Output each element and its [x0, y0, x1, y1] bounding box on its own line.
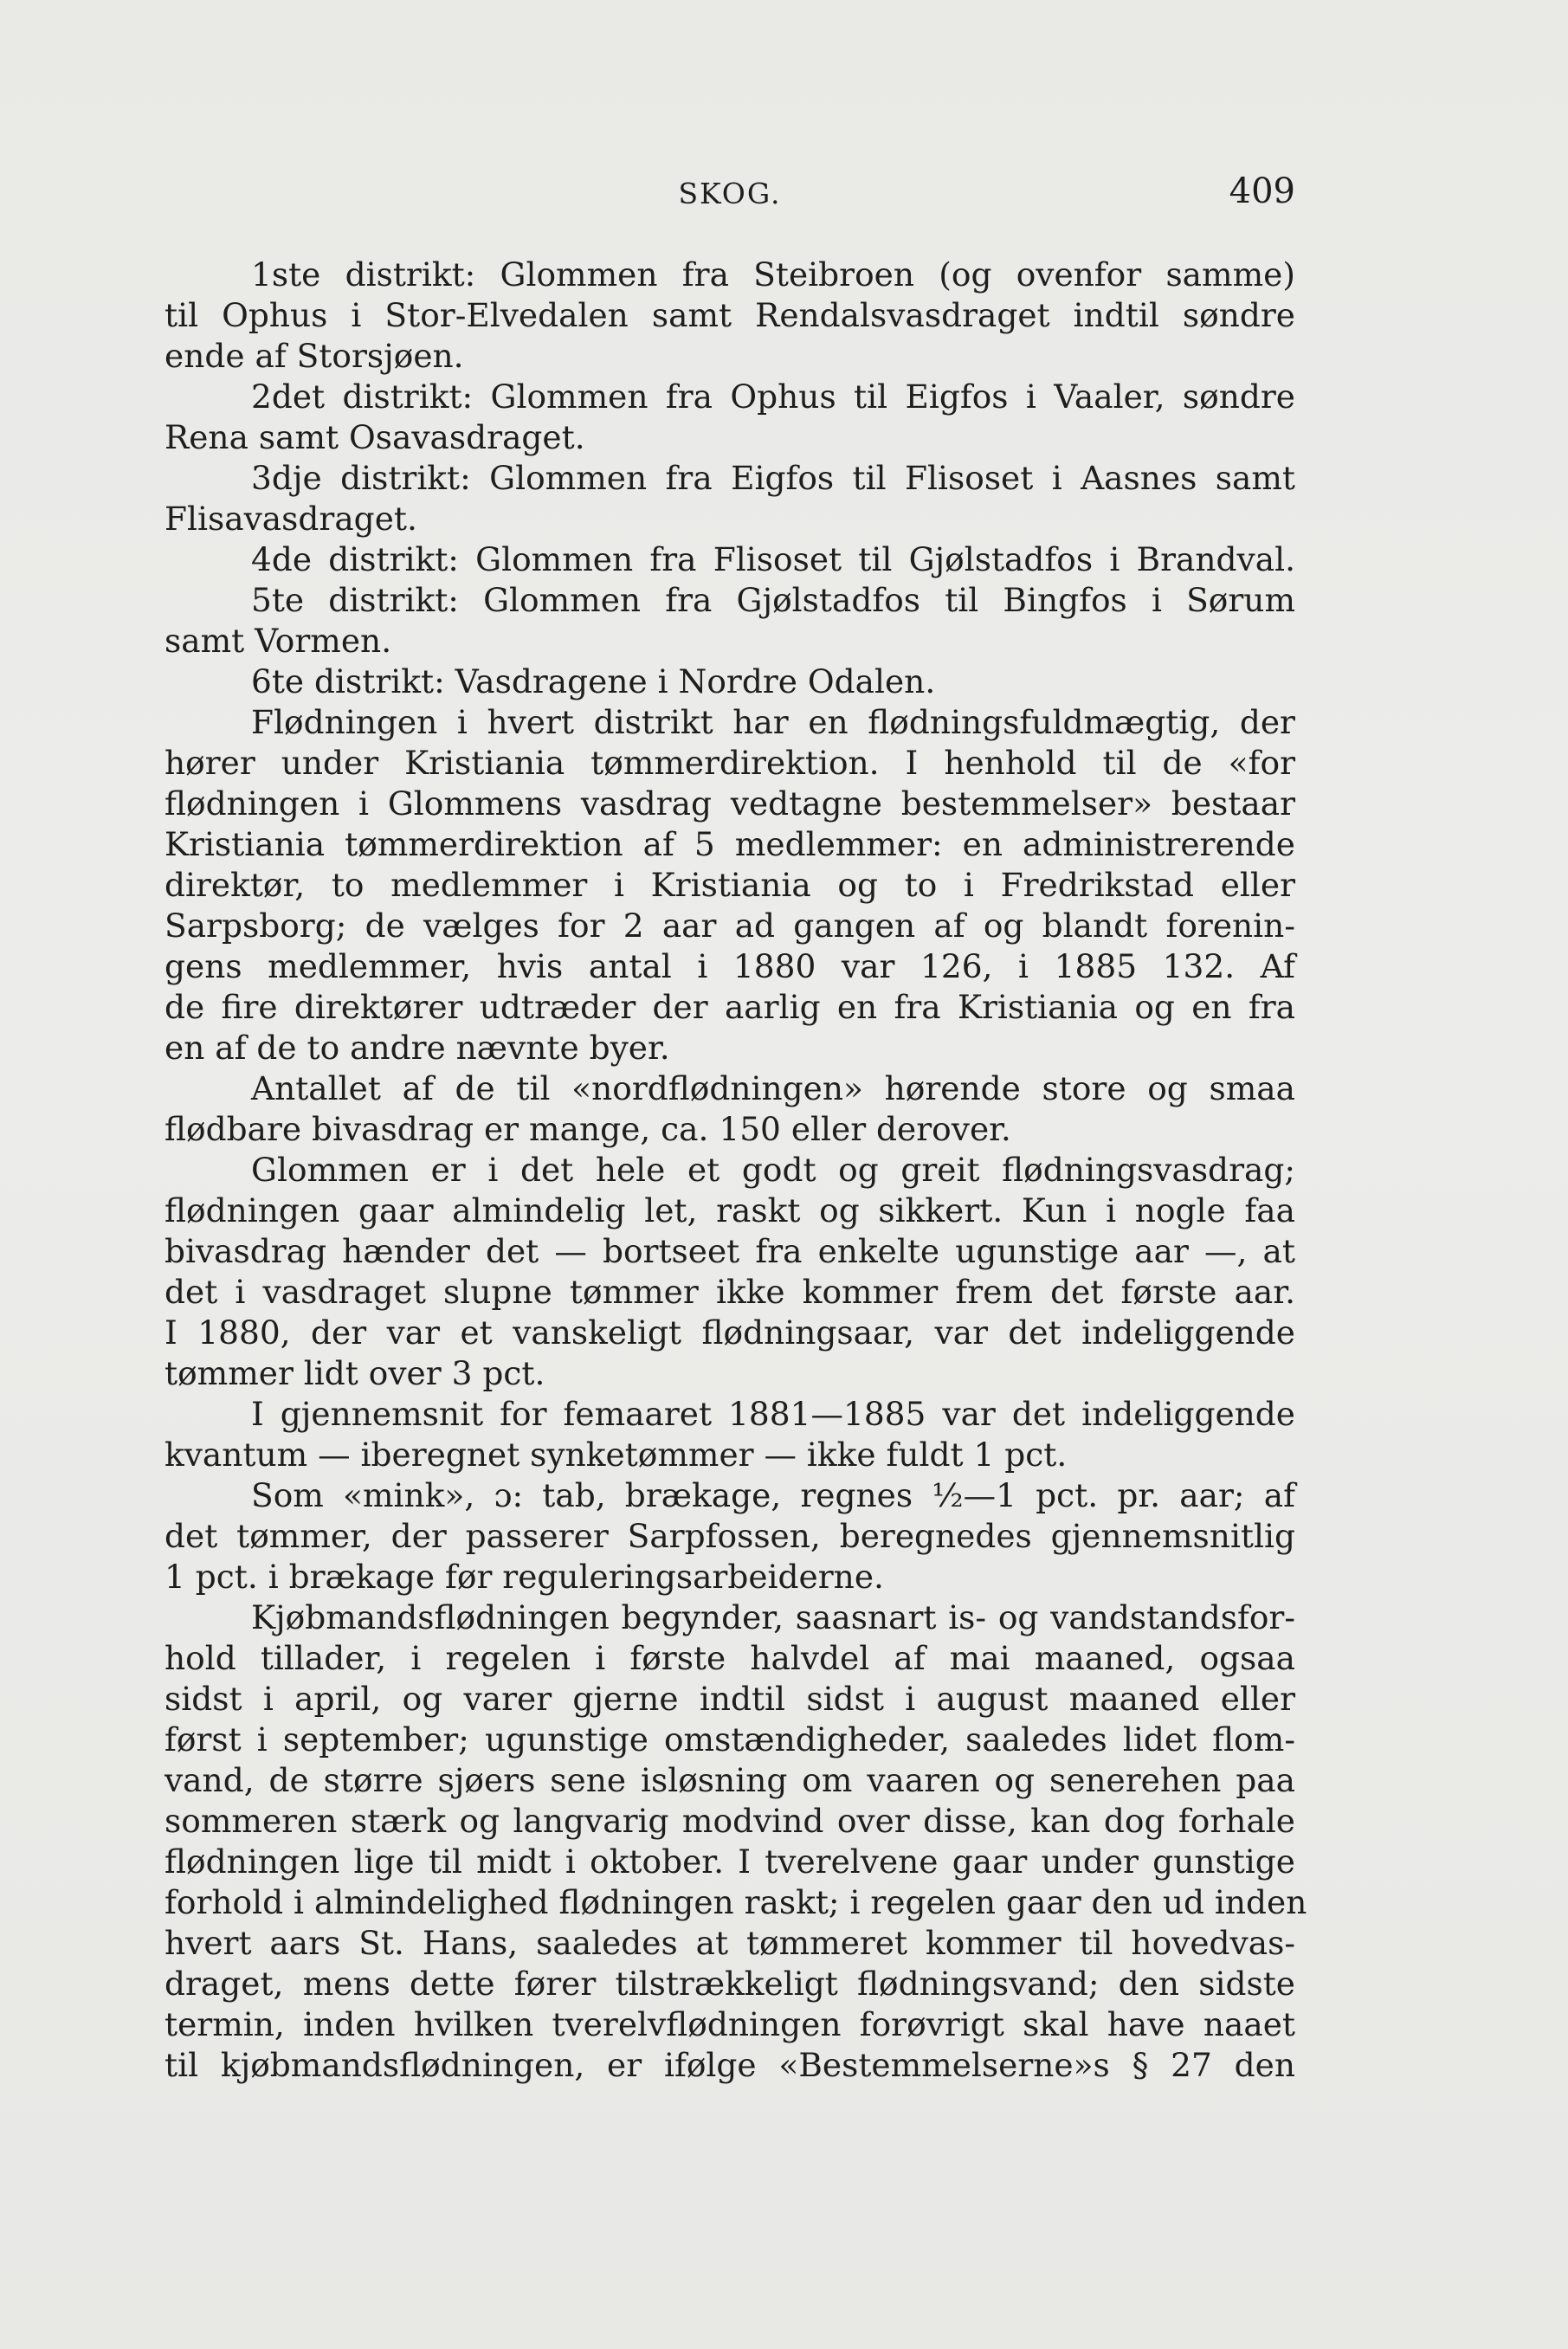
text-line: det i vasdraget slupne tømmer ikke kommer frem det første aar. [165, 1273, 1295, 1311]
text-line: vand, de større sjøers sene isløsning om vaaren og senerehen paa [165, 1761, 1295, 1799]
text-line: sommeren stærk og langvarig modvind over disse, kan dog forhale [165, 1802, 1295, 1840]
text-line: det tømmer, der passerer Sarpfossen, beregnedes gjennemsnitlig [165, 1517, 1295, 1555]
running-head: SKOG. [678, 177, 782, 210]
text-line: gens medlemmer, hvis antal i 1880 var 126, i 1885 132. Af [165, 947, 1295, 985]
text-line: sidst i april, og varer gjerne indtil sidst i august maaned eller [165, 1680, 1295, 1718]
text-line: Glommen er i det hele et godt og greit flødningsvasdrag; [251, 1151, 1295, 1189]
text-line: samt Vormen. [165, 622, 392, 660]
text-line: til kjøbmandsflødningen, er ifølge «Bestemmelserne»s § 27 den [165, 2046, 1295, 2084]
text-line: flødningen gaar almindelig let, raskt og sikkert. Kun i nogle faa [165, 1191, 1295, 1229]
text-line: 3dje distrikt: Glommen fra Eigfos til Flisoset i Aasnes samt [251, 459, 1295, 497]
text-line: Som «mink», ɔ: tab, brækage, regnes ½—1 pct. pr. aar; af [251, 1476, 1295, 1514]
text-line: flødbare bivasdrag er mange, ca. 150 eller derover. [165, 1110, 1011, 1148]
text-line: Flisavasdraget. [165, 500, 417, 538]
text-line: bivasdrag hænder det — bortseet fra enkelte ugunstige aar —, at [165, 1232, 1295, 1270]
text-line: I 1880, der var et vanskeligt flødningsaar, var det indeliggende [165, 1313, 1295, 1352]
text-line: forhold i almindelighed flødningen raskt; i regelen gaar den ud inden [165, 1883, 1307, 1921]
text-line: tømmer lidt over 3 pct. [165, 1354, 545, 1392]
text-line: termin, inden hvilken tverelvflødningen forøvrigt skal have naaet [165, 2005, 1295, 2043]
text-line: Kristiania tømmerdirektion af 5 medlemmer: en administrerende [165, 825, 1295, 863]
text-line: direktør, to medlemmer i Kristiania og to i Fredrikstad eller [165, 866, 1295, 904]
text-line: Rena samt Osavasdraget. [165, 418, 585, 456]
text-line: hvert aars St. Hans, saaledes at tømmeret kommer til hovedvas- [165, 1924, 1295, 1962]
text-line: flødningen lige til midt i oktober. I tverelvene gaar under gunstige [165, 1842, 1295, 1881]
text-line: 1ste distrikt: Glommen fra Steibroen (og ovenfor samme) [251, 255, 1295, 294]
text-line: kvantum — iberegnet synketømmer — ikke fuldt 1 pct. [165, 1436, 1068, 1474]
text-line: 6te distrikt: Vasdragene i Nordre Odalen. [251, 662, 936, 700]
text-line: først i september; ugunstige omstændigheder, saaledes lidet flom- [165, 1720, 1295, 1759]
text-line: Antallet af de til «nordflødningen» hørende store og smaa [251, 1069, 1295, 1107]
text-line: draget, mens dette fører tilstrækkeligt flødningsvand; den sidste [165, 1965, 1295, 2003]
text-line: Flødningen i hvert distrikt har en flødningsfuldmægtig, der [251, 703, 1295, 741]
text-line: flødningen i Glommens vasdrag vedtagne bestemmelser» bestaar [165, 784, 1295, 823]
text-line: Kjøbmandsflødningen begynder, saasnart is- og vandstandsfor- [251, 1598, 1295, 1636]
page-number: 409 [1229, 171, 1295, 211]
text-line: 2det distrikt: Glommen fra Ophus til Eigfos i Vaaler, søndre [251, 378, 1295, 416]
text-line: en af de to andre nævnte byer. [165, 1029, 670, 1067]
text-line: hold tillader, i regelen i første halvdel af mai maaned, ogsaa [165, 1639, 1295, 1677]
text-line: til Ophus i Stor-Elvedalen samt Rendalsvasdraget indtil søndre [165, 296, 1295, 334]
text-line: 1 pct. i brækage før reguleringsarbeiderne. [165, 1558, 884, 1596]
text-line: 4de distrikt: Glommen fra Flisoset til Gjølstadfos i Brandval. [251, 540, 1295, 578]
text-line: I gjennemsnit for femaaret 1881—1885 var det indeliggende [251, 1395, 1295, 1433]
text-line: Sarpsborg; de vælges for 2 aar ad gangen af og blandt forenin- [165, 907, 1295, 945]
text-line: 5te distrikt: Glommen fra Gjølstadfos til Bingfos i Sørum [251, 581, 1295, 619]
body-text [165, 255, 1307, 2086]
page-header [165, 171, 1295, 215]
text-line: hører under Kristiania tømmerdirektion. I henhold til de «for [165, 744, 1295, 782]
text-line: ende af Storsjøen. [165, 337, 464, 375]
text-line: de fire direktører udtræder der aarlig en fra Kristiania og en fra [165, 988, 1295, 1026]
